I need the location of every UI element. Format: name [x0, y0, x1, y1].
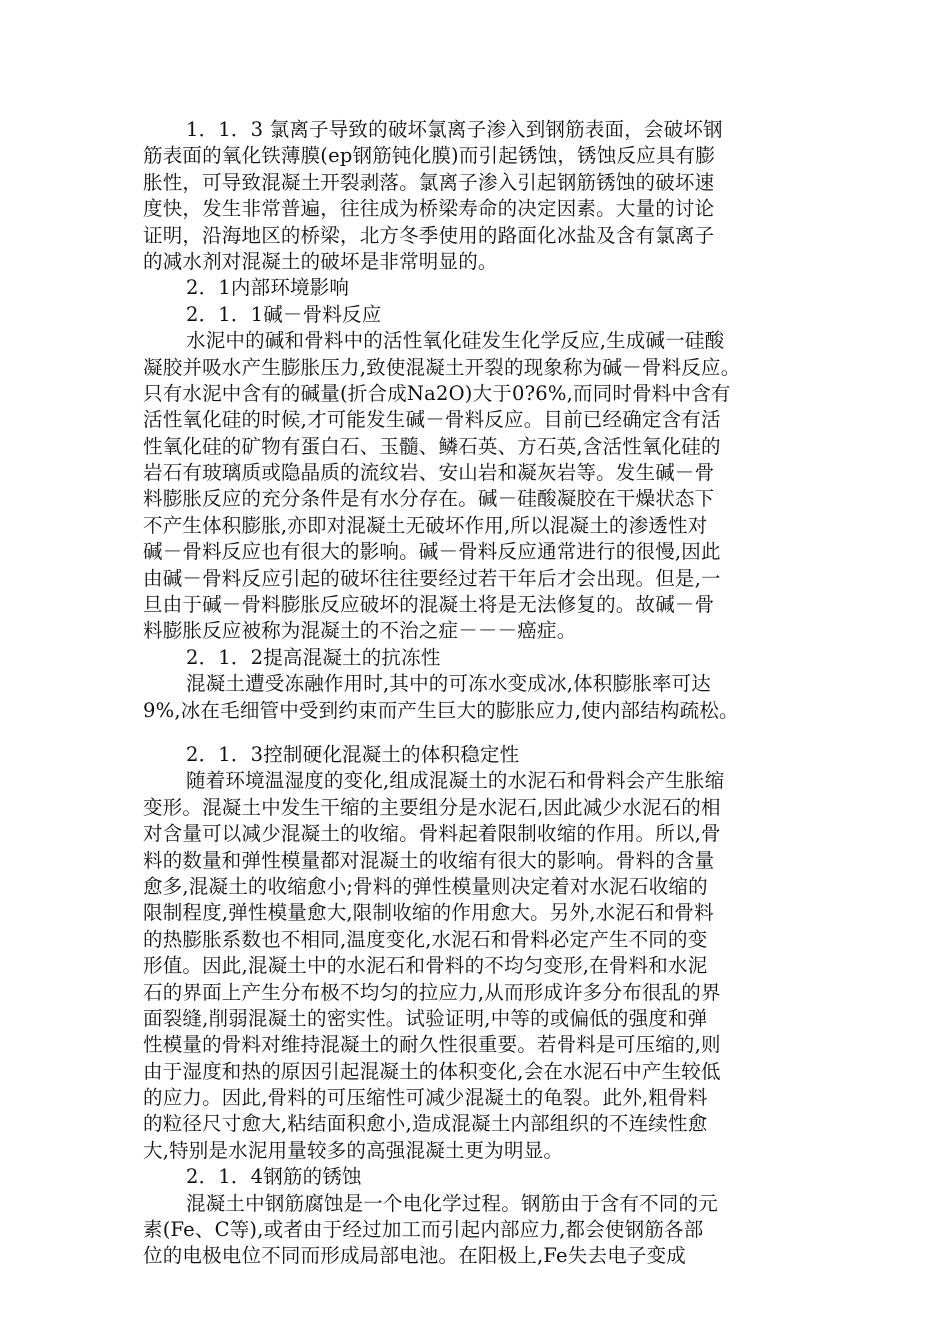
text-line: 证明，沿海地区的桥梁，北方冬季使用的路面化冰盐及含有氯离子 — [143, 223, 715, 247]
text-line: 只有水泥中含有的碱量(折合成Na2O)大于0?6%,而同时骨料中含有 — [143, 381, 731, 405]
text-line: 碱－骨料反应也有很大的影响。碱－骨料反应通常进行的很慢,因此 — [143, 540, 721, 564]
text-line: 不产生体积膨胀,亦即对混凝土无破坏作用,所以混凝土的渗透性对 — [143, 513, 708, 537]
text-line: 性模量的骨料对维持混凝土的耐久性很重要。若骨料是可压缩的,则 — [143, 1033, 721, 1057]
text-line: 9%,冰在毛细管中受到约束而产生巨大的膨胀应力,使内部结构疏松。 — [143, 698, 739, 722]
text-line: 由碱－骨料反应引起的破坏往往要经过若干年后才会出现。但是,一 — [143, 566, 721, 590]
text-line: 的应力。因此,骨料的可压缩性可减少混凝土的龟裂。此外,粗骨料 — [143, 1086, 708, 1110]
text-line: 由于湿度和热的原因引起混凝土的体积变化,会在水泥石中产生较低 — [143, 1059, 721, 1083]
text-line: 2．1．3控制硬化混凝土的体积稳定性 — [186, 742, 520, 766]
text-line: 限制程度,弹性模量愈大,限制收缩的作用愈大。另外,水泥石和骨料 — [143, 901, 714, 925]
text-line: 2．1．2提高混凝土的抗冻性 — [186, 645, 441, 669]
text-line: 2．1．1碱－骨料反应 — [186, 302, 382, 326]
text-line — [143, 724, 819, 742]
text-line: 对含量可以减少混凝土的收缩。骨料起着限制收缩的作用。所以,骨 — [143, 822, 721, 846]
text-line: 大,特别是水泥用量较多的高强混凝土更为明显。 — [143, 1138, 564, 1162]
text-line: 2．1．4钢筋的锈蚀 — [186, 1165, 362, 1189]
text-line: 愈多,混凝土的收缩愈小;骨料的弹性模量则决定着对水泥石收缩的 — [143, 874, 708, 898]
text-line: 度快，发生非常普遍，往往成为桥梁寿命的决定因素。大量的讨论 — [143, 197, 715, 221]
text-line: 胀性，可导致混凝土开裂剥落。氯离子渗入引起钢筋锈蚀的破坏速 — [143, 170, 715, 194]
text-line: 素(Fe、C等),或者由于经过加工而引起内部应力,都会使钢筋各部 — [143, 1218, 704, 1242]
text-line: 的热膨胀系数也不相同,温度变化,水泥石和骨料必定产生不同的变 — [143, 927, 708, 951]
text-line: 的粒径尺寸愈大,粘结面积愈小,造成混凝土内部组织的不连续性愈 — [143, 1112, 708, 1136]
text-line: 2．1内部环境影响 — [186, 276, 350, 300]
text-line: 岩石有玻璃质或隐晶质的流纹岩、安山岩和凝灰岩等。发生碱－骨 — [143, 461, 715, 485]
text-line: 性氧化硅的矿物有蛋白石、玉髓、鳞石英、方石英,含活性氧化硅的 — [143, 434, 721, 458]
text-line: 混凝土中钢筋腐蚀是一个电化学过程。钢筋由于含有不同的元 — [186, 1191, 718, 1215]
text-line: 混凝土遭受冻融作用时,其中的可冻水变成冰,体积膨胀率可达 — [186, 672, 711, 696]
text-line: 变形。混凝土中发生干缩的主要组分是水泥石,因此减少水泥石的相 — [143, 795, 721, 819]
text-line: 1．1．3 氯离子导致的破坏氯离子渗入到钢筋表面，会破坏钢 — [186, 118, 723, 141]
text-line: 石的界面上产生分布极不均匀的拉应力,从而形成许多分布很乱的界 — [143, 980, 721, 1004]
text-line: 凝胶并吸水产生膨胀压力,致使混凝土开裂的现象称为碱－骨料反应。 — [143, 355, 741, 379]
text-line: 筋表面的氧化铁薄膜(ep钢筋钝化膜)而引起锈蚀，锈蚀反应具有膨 — [143, 144, 715, 168]
text-line: 位的电极电位不同而形成局部电池。在阳极上,Fe失去电子变成 — [143, 1244, 687, 1268]
text-line: 的减水剂对混凝土的破坏是非常明显的。 — [143, 249, 498, 273]
text-line: 料的数量和弹性模量都对混凝土的收缩有很大的影响。骨料的含量 — [143, 848, 715, 872]
document-body — [143, 117, 819, 1270]
text-line: 形值。因此,混凝土中的水泥石和骨料的不均匀变形,在骨料和水泥 — [143, 954, 708, 978]
text-line: 面裂缝,削弱混凝土的密实性。试验证明,中等的或偏低的强度和弹 — [143, 1006, 708, 1030]
text-line: 旦由于碱－骨料膨胀反应破坏的混凝土将是无法修复的。故碱－骨 — [143, 593, 715, 617]
text-line: 料膨胀反应被称为混凝土的不治之症－－－癌症。 — [143, 619, 577, 643]
text-line: 料膨胀反应的充分条件是有水分存在。碱－硅酸凝胶在干燥状态下 — [143, 487, 715, 511]
text-line: 水泥中的碱和骨料中的活性氧化硅发生化学反应,生成碱一硅酸 — [186, 329, 725, 353]
text-line: 活性氧化硅的时候,才可能发生碱－骨料反应。目前已经确定含有活 — [143, 408, 721, 432]
text-line: 随着环境温湿度的变化,组成混凝土的水泥石和骨料会产生胀缩 — [186, 769, 725, 793]
